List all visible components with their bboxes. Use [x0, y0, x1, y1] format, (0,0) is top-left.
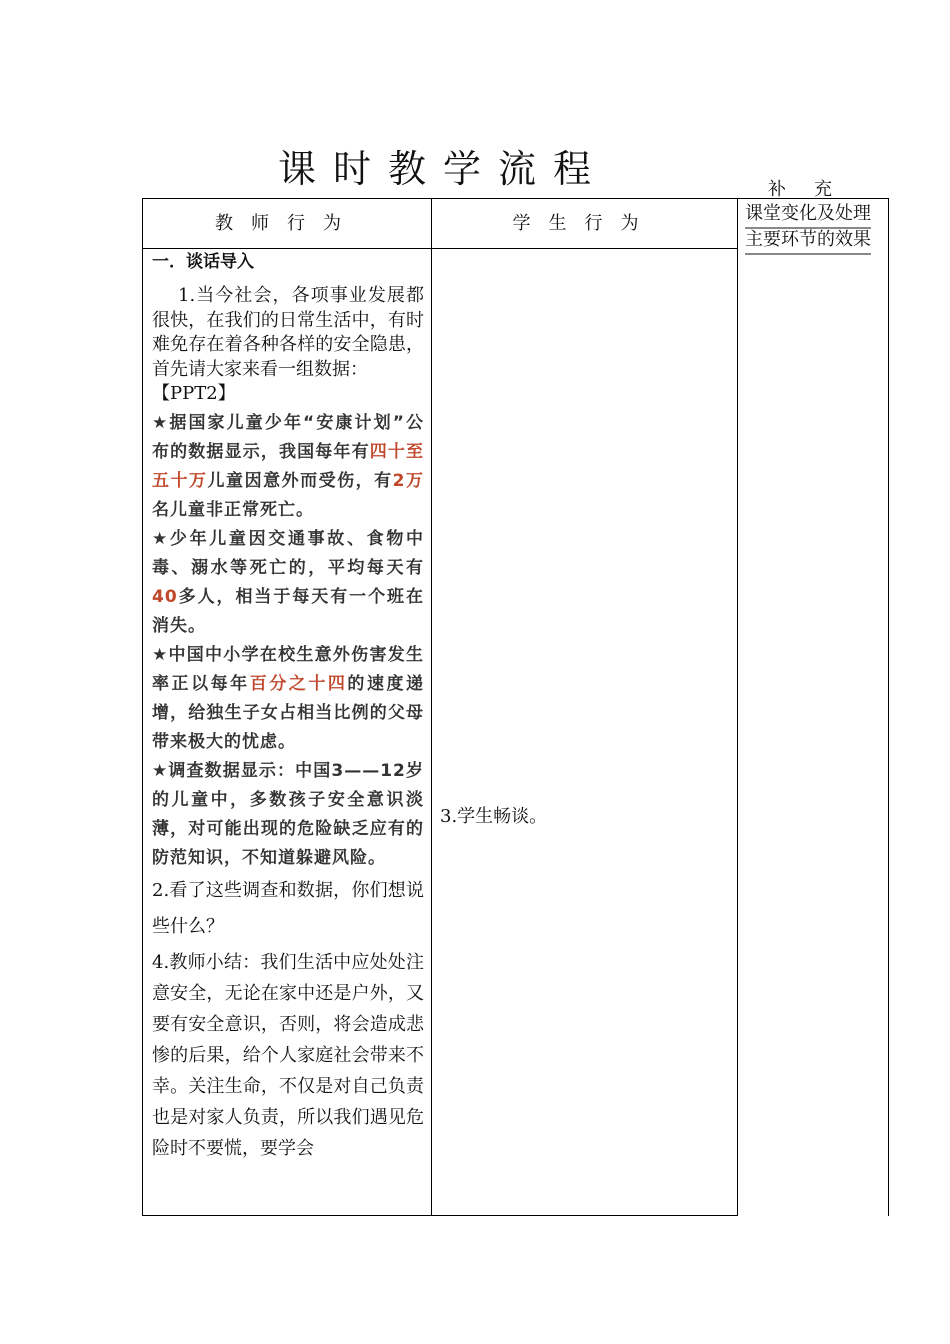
data-point-1-text: ★据国家儿童少年“安康计划”公布的数据显示，我国每年有 [152, 412, 424, 462]
teacher-summary: 4.教师小结：我们生活中应处处注意安全，无论在家中还是户外，又要有安全意识，否则，将会造成悲惨的后果，给个人家庭社会带来不幸。关注生命，不仅是对自己负责也是对家人负责，所以我们遇见危险时不要慌，要学会 [152, 951, 424, 1159]
supplement-column [737, 198, 889, 1216]
question-paragraph: 2.看了这些调查和数据，你们想说些什么？ [152, 879, 424, 937]
teacher-column-header: 教师行为 [215, 213, 359, 234]
data-point-1-text-c: 名儿童非正常死亡。 [152, 499, 314, 520]
highlight-injured-count: 四十至五十万 [152, 441, 425, 491]
page-title: 课时教学流程 [278, 147, 609, 191]
ppt-reference: 【PPT2】 [152, 383, 236, 404]
header-divider [143, 248, 737, 249]
supplement-label-effects: 主要环节的效果 [745, 225, 871, 255]
supplement-heading: 补充 [768, 179, 860, 200]
highlight-death-count: 2万 [392, 470, 425, 491]
data-point-1 [152, 409, 424, 525]
data-point-3-text-b: 的速度递增，给独生子女占相当比例的父母带来极大的忧虑。 [152, 673, 425, 752]
teacher-actions-cell [152, 250, 424, 1164]
data-point-2-text-b: 多人，相当于每天有一个班在消失。 [152, 586, 424, 636]
highlight-growth-rate: 百分之十四 [249, 673, 348, 694]
supplement-label-changes: 课堂变化及处理 [745, 199, 871, 229]
section-heading: 一．谈话导入 [152, 252, 254, 272]
student-response: 3.学生畅谈。 [440, 806, 548, 827]
highlight-daily-deaths: 40 [152, 586, 178, 607]
data-point-1-text-b: 儿童因意外而受伤，有 [207, 470, 393, 491]
data-point-2 [152, 525, 424, 641]
data-point-3-text: ★中国中小学在校生意外伤害发生率正以每年 [152, 644, 424, 694]
student-column-header: 学生行为 [512, 213, 657, 234]
intro-paragraph: 1.当今社会，各项事业发展都很快，在我们的日常生活中，有时难免存在着各种各样的安全隐患，首先请大家来看一组数据： [152, 285, 424, 380]
column-divider [431, 199, 432, 1215]
data-point-2-text: ★少年儿童因交通事故、食物中毒、溺水等死亡的，平均每天有 [152, 528, 424, 578]
data-point-3 [152, 641, 424, 757]
data-point-4: ★调查数据显示：中国3——12岁的儿童中，多数孩子安全意识淡薄，对可能出现的危险缺乏应有的防范知识，不知道躲避风险。 [152, 760, 424, 868]
